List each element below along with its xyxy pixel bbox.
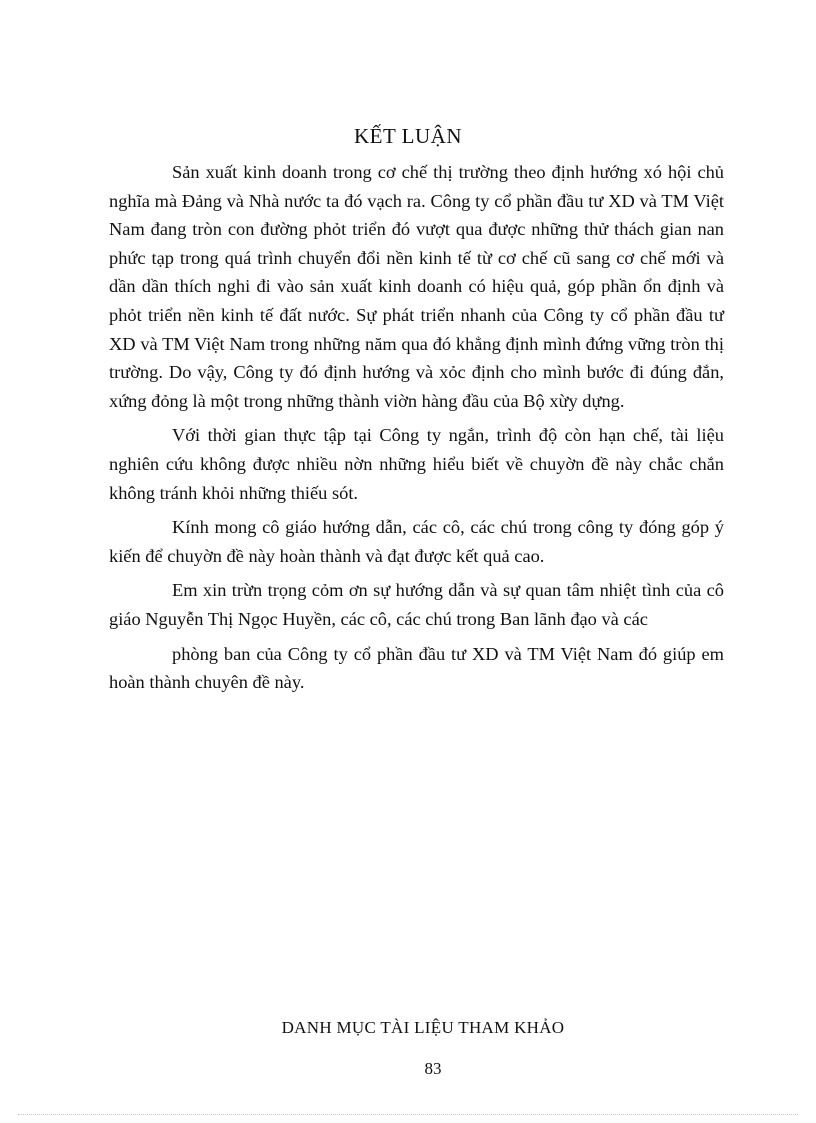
page-title: KẾT LUẬN xyxy=(353,124,462,148)
body-text xyxy=(109,158,724,703)
page-number: 83 xyxy=(424,1059,442,1078)
paragraph-3: Kính mong cô giáo hướng dẫn, các cô, các chú trong công ty đóng góp ý kiến để chuyờn đề này hoàn thành và đạt được kết quả cao. xyxy=(109,517,724,566)
paragraph-2: Với thời gian thực tập tại Công ty ngắn, trình độ còn hạn chế, tài liệu nghiên cứu không được nhiều nờn những hiểu biết về chuyờn đề này chắc chắn không tránh khỏi những thiếu sót. xyxy=(109,425,724,503)
paragraph-4: Em xin trừn trọng cỏm ơn sự hướng dẫn và sự quan tâm nhiệt tình của cô giáo Nguyễn Thị Ngọc Huyền, các cô, các chú trong Ban lãnh đạo và các xyxy=(109,580,724,629)
page-bottom-divider xyxy=(18,1114,798,1115)
paragraph-1: Sản xuất kinh doanh trong cơ chế thị trường theo định hướng xó hội chủ nghĩa mà Đảng và Nhà nước ta đó vạch ra. Công ty cổ phần đầu tư XD và TM Việt Nam đang tròn con đường phỏt triển đó vượt qua được những thử thách gian nan phức tạp trong quá trình chuyển đổi nền kinh tế từ cơ chế cũ sang cơ chế mới và dần dần thích nghi đi vào sản xuất kinh doanh có hiệu quả, góp phần ổn định và phỏt triển nền kinh tế đất nước. Sự phát triển nhanh của Công ty cổ phần đầu tư XD và TM Việt Nam trong những năm qua đó khẳng định mình đứng vững tròn thị trường. Do vậy, Công ty đó định hướng và xỏc định cho mình bước đi đúng đắn, xứng đỏng là một trong những thành viờn hàng đầu của Bộ xừy dựng. xyxy=(109,162,724,411)
references-heading: DANH MỤC TÀI LIỆU THAM KHẢO xyxy=(281,1018,565,1037)
paragraph-5: phòng ban của Công ty cổ phần đầu tư XD và TM Việt Nam đó giúp em hoàn thành chuyên đề này. xyxy=(109,643,724,693)
